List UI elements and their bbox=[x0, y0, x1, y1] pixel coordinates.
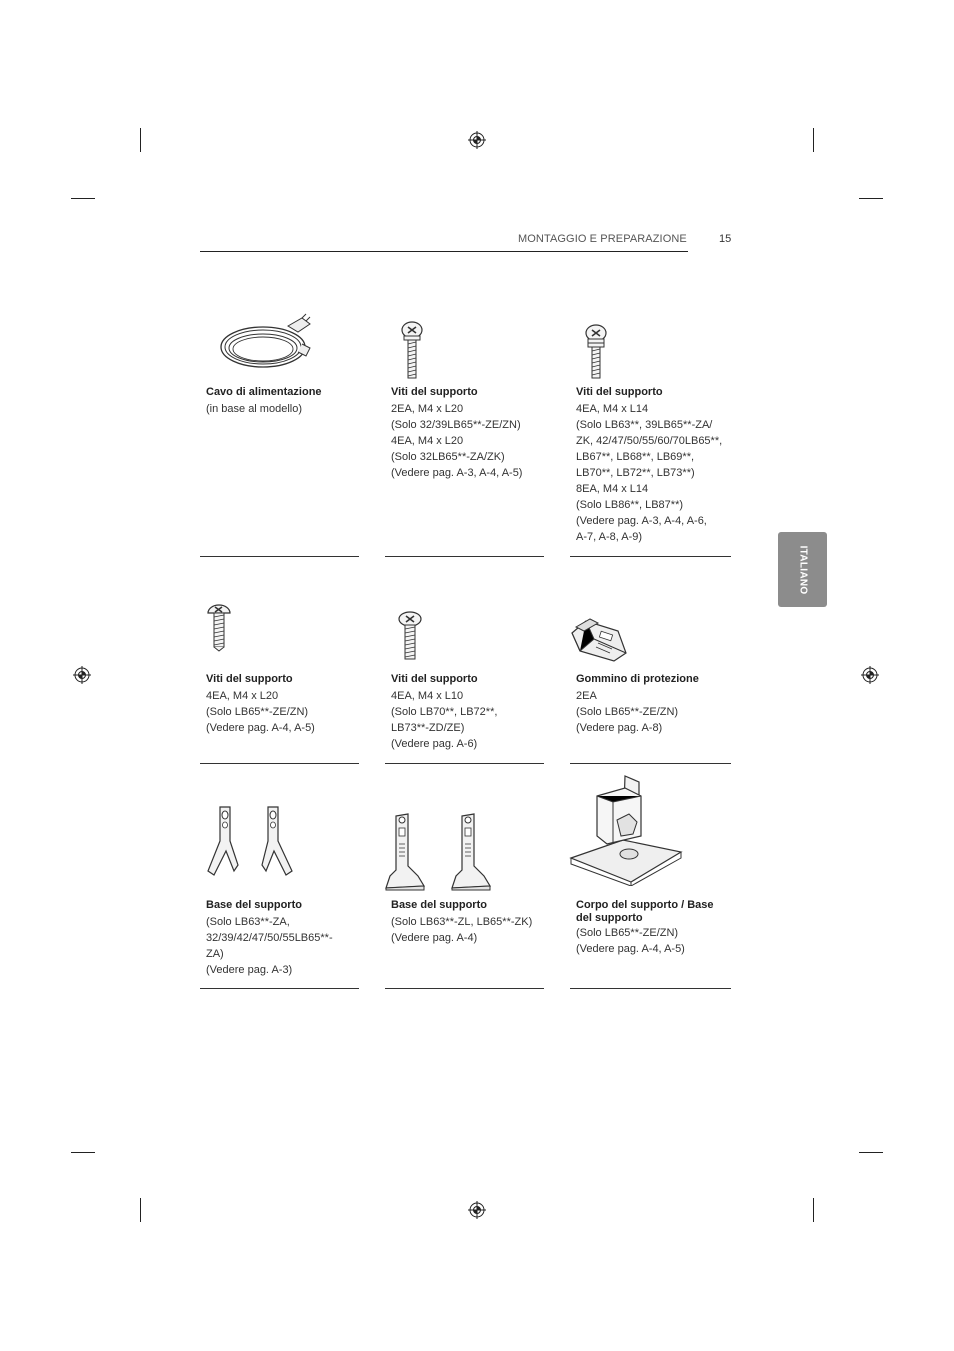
item-detail: (Solo LB63**, 39LB65**-ZA/ bbox=[576, 419, 713, 431]
item-detail: (Solo LB86**, LB87**) bbox=[576, 499, 684, 511]
registration-mark-icon bbox=[467, 1200, 487, 1220]
item-divider bbox=[570, 988, 731, 989]
item-name: Viti del supporto bbox=[391, 386, 478, 398]
item-detail: (Vedere pag. A-4, A-5) bbox=[206, 722, 315, 734]
item-detail: (Vedere pag. A-3) bbox=[206, 964, 293, 976]
crop-mark bbox=[859, 198, 883, 199]
item-stand-body-base bbox=[576, 899, 726, 957]
item-detail: ZK, 42/47/50/55/60/70LB65**, bbox=[576, 435, 723, 447]
crop-mark bbox=[859, 1152, 883, 1153]
item-detail: A-7, A-8, A-9) bbox=[576, 531, 643, 543]
item-detail: LB70**, LB72**, LB73**) bbox=[576, 467, 695, 479]
item-detail: 4EA, M4 x L10 bbox=[391, 690, 464, 702]
crop-mark bbox=[71, 1152, 95, 1153]
item-stand-base-2 bbox=[391, 899, 551, 946]
item-divider bbox=[385, 556, 544, 557]
item-divider bbox=[570, 763, 731, 764]
item-divider bbox=[200, 763, 359, 764]
item-detail: 8EA, M4 x L14 bbox=[576, 483, 649, 495]
item-detail: LB73**-ZD/ZE) bbox=[391, 722, 465, 734]
item-detail: (Solo LB65**-ZE/ZN) bbox=[576, 927, 679, 939]
item-detail: (Vedere pag. A-4, A-5) bbox=[576, 943, 685, 955]
item-detail: (Solo LB65**-ZE/ZN) bbox=[206, 706, 309, 718]
item-name: Cavo di alimentazione bbox=[206, 386, 322, 398]
item-stand-base-1 bbox=[206, 899, 366, 978]
screw-icon bbox=[396, 611, 424, 661]
item-stand-screws-1 bbox=[391, 386, 551, 481]
registration-mark-icon bbox=[860, 665, 880, 685]
item-divider bbox=[570, 556, 731, 557]
crop-mark bbox=[813, 128, 814, 152]
screw-icon bbox=[582, 323, 610, 381]
item-detail: (in base al modello) bbox=[206, 403, 302, 415]
crop-mark bbox=[813, 1198, 814, 1222]
stand-body-base-icon bbox=[567, 774, 685, 886]
item-detail: 4EA, M4 x L14 bbox=[576, 403, 649, 415]
item-detail: (Solo 32LB65**-ZA/ZK) bbox=[391, 451, 505, 463]
power-cord-icon bbox=[218, 312, 318, 374]
item-stand-screws-4 bbox=[391, 673, 551, 752]
section-title: MONTAGGIO E PREPARAZIONE bbox=[518, 233, 687, 245]
item-name: Base del supporto bbox=[206, 899, 302, 911]
item-name: Viti del supporto bbox=[391, 673, 478, 685]
item-name: Gommino di protezione bbox=[576, 673, 699, 685]
item-detail: 2EA bbox=[576, 690, 597, 702]
item-divider bbox=[385, 763, 544, 764]
item-detail: (Solo 32/39LB65**-ZE/ZN) bbox=[391, 419, 521, 431]
item-detail: (Vedere pag. A-4) bbox=[391, 932, 478, 944]
item-detail: ZA) bbox=[206, 948, 224, 960]
item-detail: (Vedere pag. A-3, A-4, A-5) bbox=[391, 467, 523, 479]
item-detail: (Solo LB65**-ZE/ZN) bbox=[576, 706, 679, 718]
crop-mark bbox=[71, 198, 95, 199]
stand-base-legs-icon bbox=[204, 803, 296, 881]
item-divider bbox=[200, 988, 359, 989]
item-divider bbox=[200, 556, 359, 557]
item-detail: (Vedere pag. A-6) bbox=[391, 738, 478, 750]
registration-mark-icon bbox=[467, 130, 487, 150]
item-name: Viti del supporto bbox=[206, 673, 293, 685]
item-protective-cover bbox=[576, 673, 736, 736]
language-tab-label: ITALIANO bbox=[797, 545, 808, 594]
item-detail: 4EA, M4 x L20 bbox=[391, 435, 464, 447]
header-rule bbox=[200, 251, 688, 252]
registration-mark-icon bbox=[72, 665, 92, 685]
item-stand-screws-2 bbox=[576, 386, 736, 545]
protective-cover-icon bbox=[566, 615, 632, 665]
item-detail: (Solo LB70**, LB72**, bbox=[391, 706, 498, 718]
item-name: Base del supporto bbox=[391, 899, 487, 911]
item-name: Corpo del supporto / Base del supporto bbox=[576, 899, 714, 924]
item-name: Viti del supporto bbox=[576, 386, 663, 398]
language-tab bbox=[778, 532, 827, 607]
item-power-cord bbox=[206, 386, 366, 417]
item-detail: (Vedere pag. A-8) bbox=[576, 722, 663, 734]
crop-mark bbox=[140, 1198, 141, 1222]
item-detail: (Solo LB63**-ZA, bbox=[206, 916, 290, 928]
screw-icon bbox=[205, 603, 233, 653]
item-stand-screws-3 bbox=[206, 673, 366, 736]
stand-base-feet-icon bbox=[382, 810, 494, 892]
crop-mark bbox=[140, 128, 141, 152]
page-number: 15 bbox=[719, 233, 732, 245]
item-detail: 32/39/42/47/50/55LB65**- bbox=[206, 932, 333, 944]
item-divider bbox=[385, 988, 544, 989]
item-detail: 4EA, M4 x L20 bbox=[206, 690, 279, 702]
item-detail: LB67**, LB68**, LB69**, bbox=[576, 451, 695, 463]
screw-icon bbox=[398, 320, 426, 380]
item-detail: (Solo LB63**-ZL, LB65**-ZK) bbox=[391, 916, 533, 928]
item-detail: (Vedere pag. A-3, A-4, A-6, bbox=[576, 515, 707, 527]
item-detail: 2EA, M4 x L20 bbox=[391, 403, 464, 415]
